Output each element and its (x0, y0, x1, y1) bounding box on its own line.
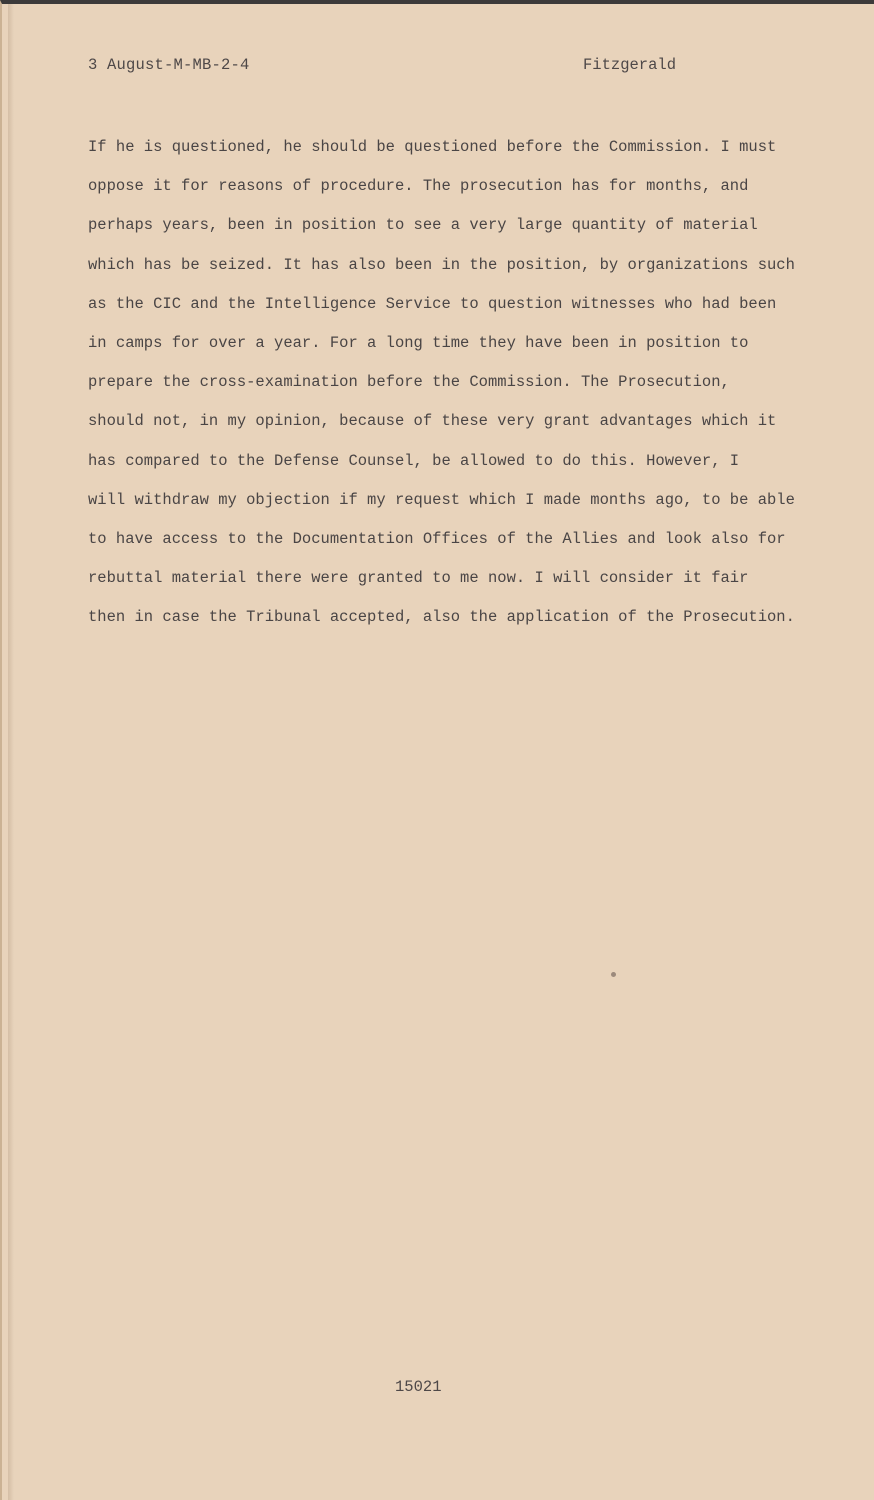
page-number: 15021 (395, 1378, 442, 1396)
text-line: in camps for over a year. For a long time they have been in position to (88, 333, 749, 352)
text-line: as the CIC and the Intelligence Service to question witnesses who had been (88, 294, 777, 313)
document-reference: 3 August-M-MB-2-4 (88, 56, 250, 74)
text-line: If he is questioned, he should be questioned before the Commission. I must (88, 138, 777, 156)
transcript-body (88, 132, 848, 641)
text-line: which has be seized. It has also been in the position, by organizations such (88, 255, 795, 274)
text-line: rebuttal material there were granted to me now. I will consider it fair (88, 569, 749, 588)
text-line: will withdraw my objection if my request which I made months ago, to be able (88, 490, 795, 509)
text-line: oppose it for reasons of procedure. The prosecution has for months, and (88, 177, 749, 196)
paper-speck (611, 972, 616, 977)
text-line: prepare the cross-examination before the Commission. The Prosecution, (88, 373, 730, 392)
speaker-name: Fitzgerald (583, 56, 677, 74)
text-line: should not, in my opinion, because of these very grant advantages which it (88, 412, 777, 431)
text-line: perhaps years, been in position to see a very large quantity of material (88, 216, 758, 235)
text-line: to have access to the Documentation Offices of the Allies and look also for (88, 529, 786, 548)
text-line: has compared to the Defense Counsel, be allowed to do this. However, I (88, 451, 740, 470)
text-line: then in case the Tribunal accepted, also the application of the Prosecution. (88, 608, 795, 627)
